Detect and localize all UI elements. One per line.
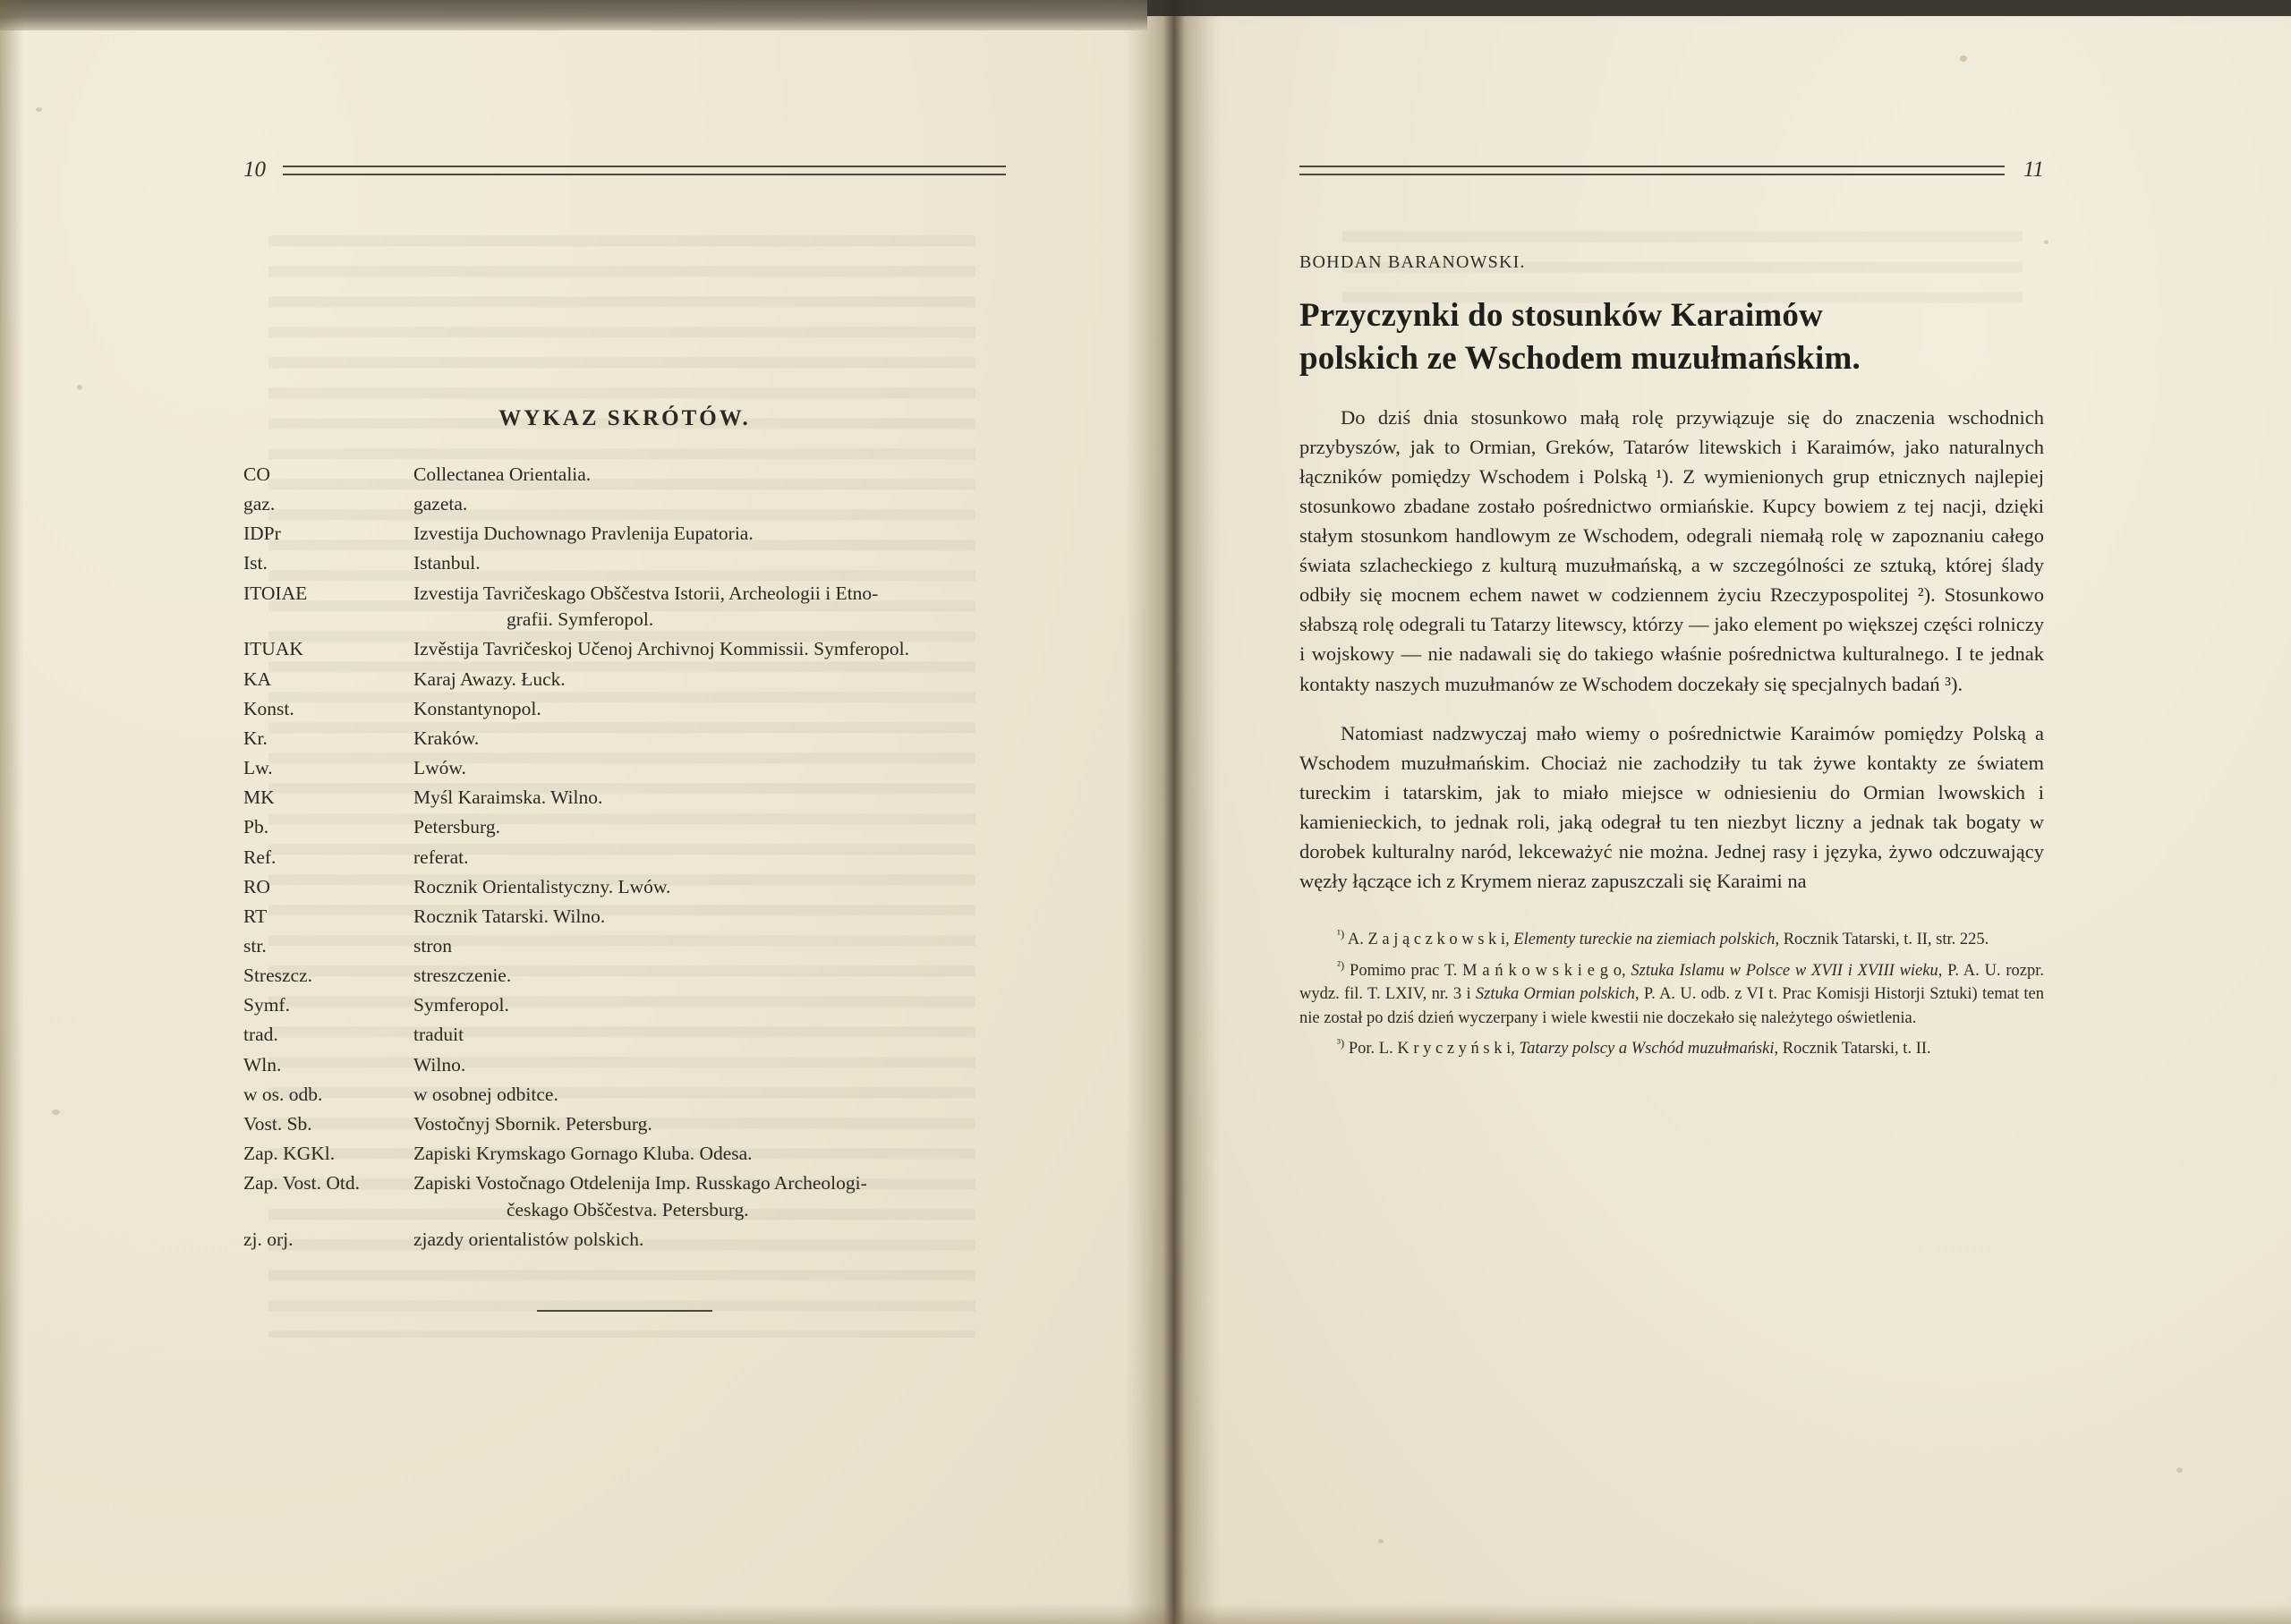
abbreviation-row [243, 636, 1006, 666]
abbreviation-value: Lwów. [413, 757, 466, 779]
article-body [1299, 403, 2044, 897]
abbreviation-key: w os. odb. [243, 1083, 323, 1105]
abbreviation-row [243, 581, 1006, 637]
abbreviation-row [243, 1141, 1006, 1170]
abbreviation-key: Vost. Sb. [243, 1112, 312, 1135]
footnote: $^{^3)}$ Por. L. K r y c z y ń s k i, Tatarzy polscy a Wschód muzułmański, Rocznik Tatarski, t. II. [1337, 1035, 1931, 1058]
right-page-content [1299, 157, 2044, 1066]
abbreviation-row [243, 550, 1006, 580]
abbreviation-row [243, 1227, 1006, 1256]
abbreviation-value: Myśl Karaimska. Wilno. [413, 786, 603, 809]
footnote: $^{^2)}$ Pomimo prac T. M a ń k o w s k i e g o, Sztuka Islamu w Polsce w XVII i XVIII wieku, P. A. U. rozpr. wydz. fil. T. LXIV, nr. 3 i Sztuka Ormian polskich, P. A. U. odb. z VI t. Prac Komisji Historji Sztuki) temat ten nie został po dziś dzień wyczerpany i wiele kwestii nie doczekało się należytego oświetlenia. [1299, 957, 2044, 1027]
abbreviation-value: Istanbul. [413, 552, 481, 574]
abbreviation-key: Wln. [243, 1053, 282, 1076]
abbreviation-value: Vostočnyj Sbornik. Petersburg. [413, 1112, 652, 1135]
abbreviation-value: Izvěstija Tavričeskoj Učenoj Archivnoj Kommissii. Symferopol. [413, 638, 910, 660]
abbreviation-key: zj. orj. [243, 1229, 294, 1251]
abbreviation-value: Kraków. [413, 727, 480, 749]
abbreviation-value: Zapiski Vostočnago Otdelenija Imp. Russkago Archeologi- českago Obščestva. Petersburg. [413, 1170, 1006, 1227]
abbreviation-key: Zap. Vost. Otd. [243, 1172, 361, 1195]
abbreviation-value: Collectanea Orientalia. [413, 463, 592, 485]
abbreviation-value: Wilno. [413, 1053, 466, 1076]
footnote-marker: ¹) [1337, 927, 1345, 941]
abbreviation-key: CO [243, 463, 270, 485]
article-title-line-2: polskich ze Wschodem muzułmańskim. [1299, 340, 1861, 378]
abbreviation-key: ITOIAE [243, 582, 308, 604]
left-running-head [243, 157, 1006, 188]
abbreviation-key: ITUAK [243, 638, 303, 660]
abbreviation-value: Konstantynopol. [413, 697, 541, 719]
body-paragraph: Do dziś dnia stosunkowo małą rolę przywiązuje się do znaczenia wschodnich przybyszów, jak to Ormian, Greków, Tatarów litewskich i Karaimów, jako naturalnych łączników pomiędzy Wschodem i Polską ¹). Z wymienionych grup etnicznych najlepiej stosunkowo zbadane zostało pośrednictwo ormiańskie. Kupcy bowiem z tej nacji, dzięki stałym stosunkom handlowym ze Wschodem, odegrali niemałą rolę w zapoznaniu całego świata szlacheckiego z kulturą muzułmańską, a w szczególności ze sztuką, której ślady odbiły się mocnem echem nawet w codziennem życiu Rzeczypospolitej ²). Stosunkowo słabszą rolę odegrali tu Tatarzy litewscy, którzy — jako element po większej części rolniczy i wojskowy — nie nadawali się do takiego właśnie pośrednictwa kulturalnego. I te jednak kontakty naszych muzułmanów ze Wschodem doczekały się specjalnych badań ³). [1299, 405, 2044, 695]
abbreviation-value: streszczenie. [413, 965, 512, 987]
abbreviation-key: RO [243, 875, 270, 897]
section-divider-rule [537, 1310, 712, 1312]
abbreviation-row [243, 1022, 1006, 1051]
abbreviation-row [243, 521, 1006, 550]
abbreviation-row [243, 874, 1006, 904]
abbreviation-row [243, 726, 1006, 755]
abbreviation-value-continuation: grafii. Symferopol. [507, 608, 654, 631]
abbreviation-value: Rocznik Tatarski. Wilno. [413, 905, 606, 927]
abbreviations-heading: WYKAZ SKRÓTÓW. [498, 406, 751, 430]
footnote-title: Sztuka Ormian polskich [1475, 985, 1635, 1004]
abbreviation-value: w osobnej odbitce. [413, 1083, 558, 1105]
abbreviation-row [243, 1052, 1006, 1082]
header-rule-right [1299, 166, 2005, 175]
article-title [1299, 294, 2044, 380]
right-running-head [1299, 157, 2044, 188]
abbreviation-key: gaz. [243, 493, 276, 515]
abbreviation-row [243, 963, 1006, 992]
abbreviation-value: traduit [413, 1024, 464, 1046]
abbreviation-key: Zap. KGKl. [243, 1143, 336, 1165]
footnote-marker: ²) [1337, 957, 1345, 972]
abbreviation-key: MK [243, 786, 275, 809]
abbreviation-row [243, 785, 1006, 814]
page-edge-shading-bottom [0, 1604, 2291, 1624]
footnote-title: Tatarzy polscy a Wschód muzułmański [1519, 1040, 1775, 1058]
abbreviation-key: Kr. [243, 727, 268, 749]
page-number-left: 10 [243, 157, 266, 182]
abbreviation-value: Rocznik Orientalistyczny. Lwów. [413, 875, 671, 897]
abbreviation-value: gazeta. [413, 493, 468, 515]
footnote: $^{^1)}$ A. Z a j ą c z k o w s k i, Elementy tureckie na ziemiach polskich, Rocznik Tatarski, t. II, str. 225. [1337, 927, 1989, 949]
abbreviation-row [243, 1082, 1006, 1111]
left-page-content [243, 157, 1006, 1312]
abbreviation-row [243, 992, 1006, 1022]
abbreviation-key: Ref. [243, 846, 277, 868]
abbreviation-value: Petersburg. [413, 816, 500, 838]
abbreviation-value: Karaj Awazy. Łuck. [413, 667, 566, 690]
scan-edge-band-top [1147, 0, 2291, 16]
abbreviation-key: RT [243, 905, 268, 927]
abbreviation-value: Izvestija Duchownago Pravlenija Eupatoria. [413, 523, 754, 545]
abbreviation-key: Pb. [243, 816, 269, 838]
abbreviation-row [243, 696, 1006, 726]
footnote-marker: ³) [1337, 1035, 1345, 1050]
abbreviation-key: KA [243, 667, 272, 690]
abbreviation-value: Izvestija Tavričeskago Obščestva Istorii, Archeologii i Etno- grafii. Symferopol. [413, 581, 1006, 637]
abbreviation-value: zjazdy orientalistów polskich. [413, 1229, 644, 1251]
abbreviations-table [243, 462, 1006, 1256]
abbreviation-row [243, 904, 1006, 933]
abbreviation-key: Konst. [243, 697, 294, 719]
footnote-title: Sztuka Islamu w Polsce w XVII i XVIII wieku [1631, 962, 1938, 981]
abbreviation-key: trad. [243, 1024, 278, 1046]
article-title-line-1: Przyczynki do stosunków Karaimów [1299, 297, 1824, 334]
body-paragraph: Natomiast nadzwyczaj mało wiemy o pośrednictwie Karaimów pomiędzy Polską a Wschodem muzułmańskim. Chociaż nie zachodziły tu tak żywe kontakty ze światem tureckim i tatarskim, jak to miało miejsce w odniesieniu do Ormian lwowskich i kamienieckich, to jednak roli, jaką odegrał tu ten niezbyt liczny a jednak tak bogaty w dorobek kulturalny naród, lekceważyć nie można. Jednej rasy i języka, żywo odczuwający węzły łączące ich z Krymem nieraz zapuszczali się Karaimi na [1299, 722, 2044, 893]
abbreviation-row [243, 462, 1006, 491]
abbreviation-row [243, 491, 1006, 521]
abbreviation-row [243, 1170, 1006, 1227]
scan-edge-band [0, 0, 1147, 30]
article-author: BOHDAN BARANOWSKI. [1299, 252, 1526, 272]
abbreviation-key: str. [243, 935, 267, 957]
abbreviation-value: stron [413, 935, 452, 957]
abbreviation-row [243, 1111, 1006, 1141]
abbreviation-key: Ist. [243, 552, 268, 574]
footnotes-block [1299, 926, 2044, 1060]
abbreviation-value: Zapiski Krymskago Gornago Kluba. Odesa. [413, 1143, 753, 1165]
abbreviation-key: Symf. [243, 994, 290, 1016]
abbreviation-value: Symferopol. [413, 994, 509, 1016]
page-edge-shading-left [0, 0, 23, 1624]
abbreviation-key: Streszcz. [243, 965, 313, 987]
footnote-title: Elementy tureckie na ziemiach polskich [1513, 931, 1776, 949]
abbreviation-key: IDPr [243, 523, 281, 545]
abbreviation-row [243, 933, 1006, 963]
abbreviation-row [243, 667, 1006, 696]
abbreviation-row [243, 814, 1006, 844]
abbreviation-value: referat. [413, 846, 469, 868]
page-number-right: 11 [2023, 157, 2044, 182]
abbreviation-row [243, 845, 1006, 874]
abbreviation-key: Lw. [243, 757, 273, 779]
abbreviation-row [243, 755, 1006, 785]
abbreviation-value-continuation: českago Obščestva. Petersburg. [507, 1198, 749, 1220]
header-rule-left [283, 166, 1006, 175]
